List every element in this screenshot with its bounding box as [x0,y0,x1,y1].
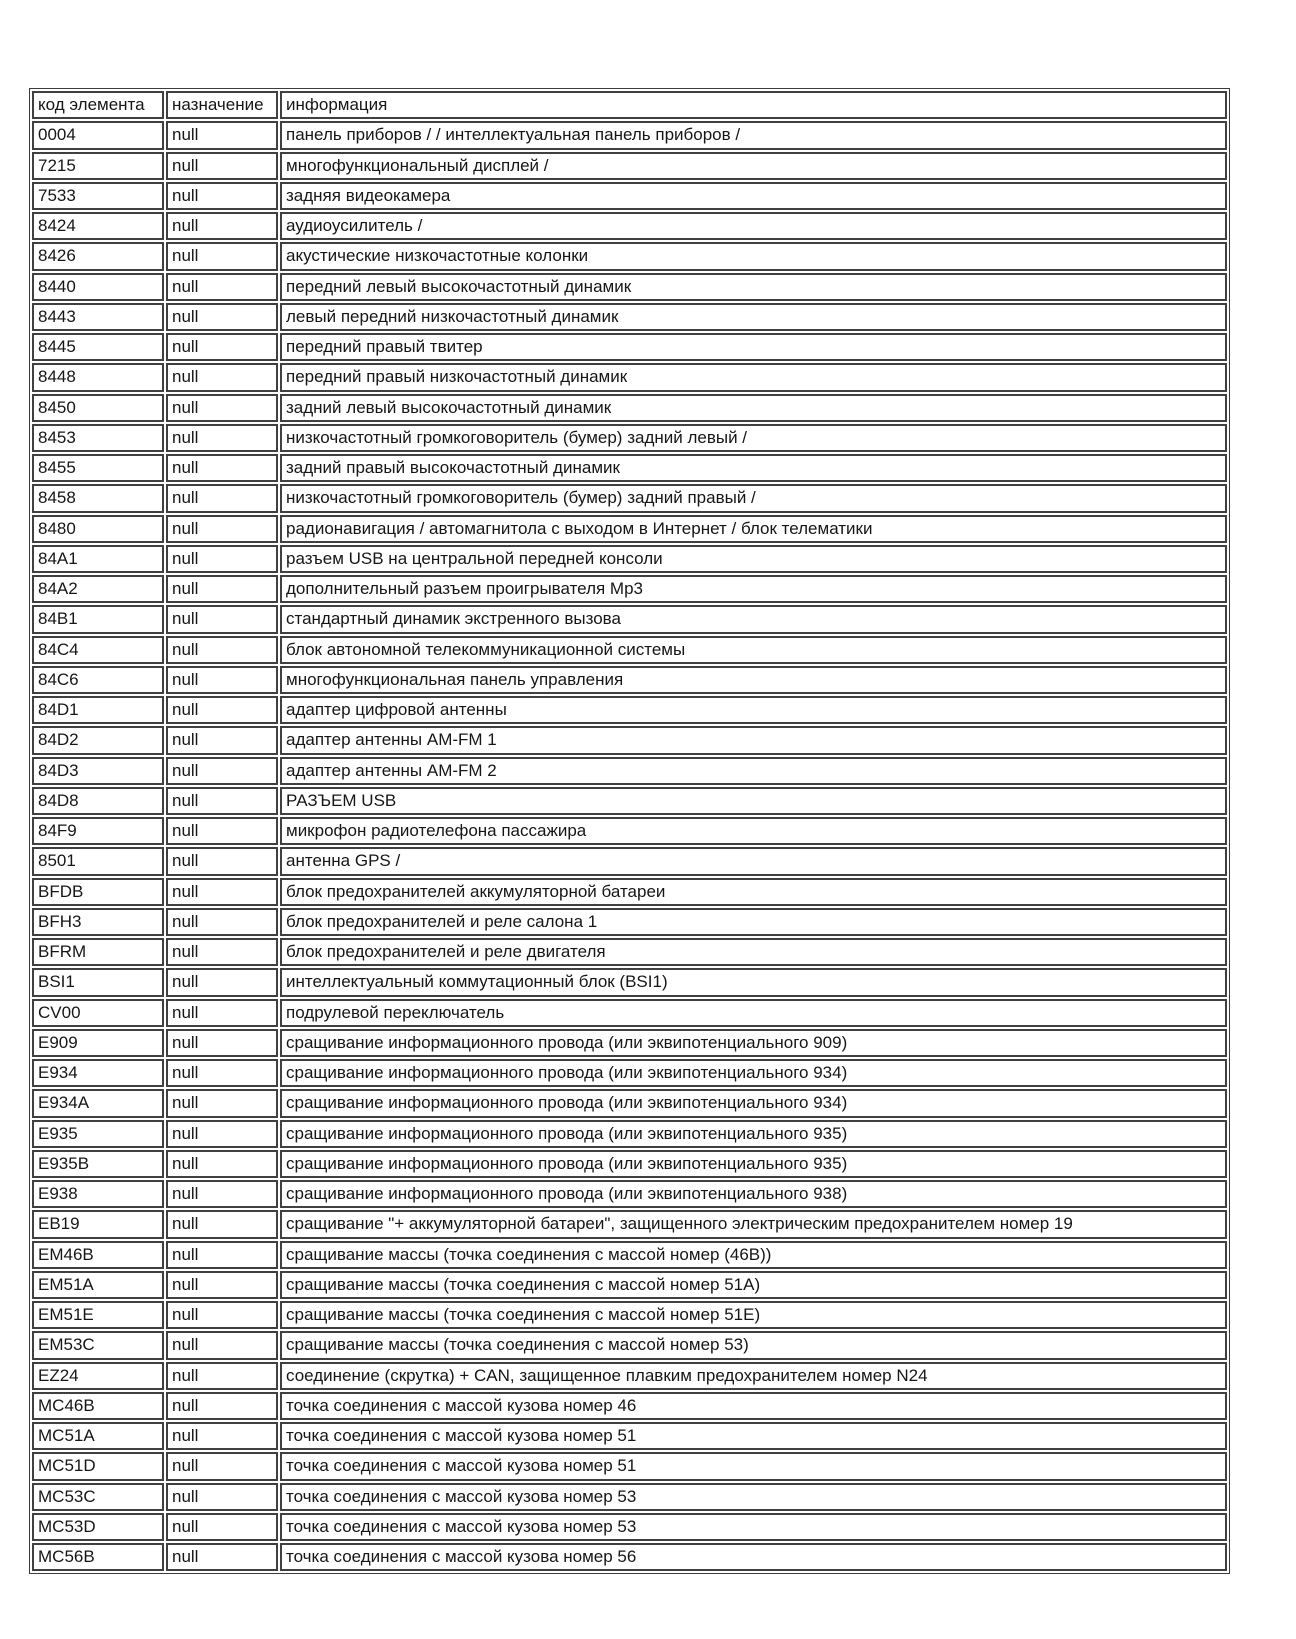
purpose-cell: null [166,1120,278,1148]
info-cell: адаптер цифровой антенны [280,696,1227,724]
info-cell: адаптер антенны AM-FM 1 [280,726,1227,754]
code-cell: E934A [32,1089,164,1117]
table-row [32,1543,1227,1571]
purpose-cell: null [166,1422,278,1450]
code-cell: 8453 [32,424,164,452]
info-cell: сращивание массы (точка соединения с массой номер 51A) [280,1271,1227,1299]
code-cell: 7533 [32,182,164,210]
table-row [32,515,1227,543]
info-cell: низкочастотный громкоговоритель (бумер) задний левый / [280,424,1227,452]
purpose-cell: null [166,1331,278,1359]
info-cell: сращивание массы (точка соединения с массой номер (46B)) [280,1241,1227,1269]
code-cell: 8480 [32,515,164,543]
info-cell: сращивание информационного провода (или эквипотенциального 938) [280,1180,1227,1208]
purpose-cell: null [166,242,278,270]
info-cell: интеллектуальный коммутационный блок (BSI1) [280,968,1227,996]
code-cell: 8448 [32,363,164,391]
code-cell: 84B1 [32,605,164,633]
purpose-cell: null [166,666,278,694]
info-cell: точка соединения с массой кузова номер 46 [280,1392,1227,1420]
table-row [32,1392,1227,1420]
purpose-cell: null [166,545,278,573]
table-row [32,273,1227,301]
table-row [32,1301,1227,1329]
table-row [32,1089,1227,1117]
code-cell: 84C4 [32,636,164,664]
info-cell: задняя видеокамера [280,182,1227,210]
code-cell: MC53D [32,1513,164,1541]
purpose-cell: null [166,1392,278,1420]
table-row [32,1483,1227,1511]
code-cell: EB19 [32,1210,164,1238]
table-row [32,847,1227,875]
info-cell: аудиоусилитель / [280,212,1227,240]
code-cell: 8443 [32,303,164,331]
table-row [32,1180,1227,1208]
table-body [32,121,1227,1571]
info-cell: подрулевой переключатель [280,999,1227,1027]
purpose-cell: null [166,605,278,633]
info-cell: разъем USB на центральной передней консоли [280,545,1227,573]
info-cell: передний правый низкочастотный динамик [280,363,1227,391]
table-row [32,878,1227,906]
code-cell: 8445 [32,333,164,361]
code-cell: E934 [32,1059,164,1087]
info-cell: адаптер антенны AM-FM 2 [280,757,1227,785]
purpose-cell: null [166,1089,278,1117]
purpose-cell: null [166,1241,278,1269]
info-cell: антенна GPS / [280,847,1227,875]
info-cell: задний правый высокочастотный динамик [280,454,1227,482]
table-row [32,454,1227,482]
info-cell: блок предохранителей и реле салона 1 [280,908,1227,936]
table-row [32,726,1227,754]
table-row [32,212,1227,240]
code-cell: 84D3 [32,757,164,785]
table-row [32,605,1227,633]
purpose-cell: null [166,847,278,875]
table-row [32,1513,1227,1541]
purpose-cell: null [166,121,278,149]
table-row [32,968,1227,996]
info-cell: сращивание информационного провода (или эквипотенциального 934) [280,1089,1227,1117]
info-cell: многофункциональный дисплей / [280,152,1227,180]
table-row [32,1452,1227,1480]
purpose-cell: null [166,333,278,361]
code-cell: 84A1 [32,545,164,573]
info-cell: блок предохранителей аккумуляторной батареи [280,878,1227,906]
info-cell: многофункциональная панель управления [280,666,1227,694]
header-row [32,91,1227,119]
column-header-code: код элемента [32,91,164,119]
code-cell: EM46B [32,1241,164,1269]
purpose-cell: null [166,424,278,452]
code-cell: MC53C [32,1483,164,1511]
table-row [32,363,1227,391]
code-cell: 8424 [32,212,164,240]
purpose-cell: null [166,1483,278,1511]
purpose-cell: null [166,1362,278,1390]
code-cell: BSI1 [32,968,164,996]
info-cell: блок автономной телекоммуникационной системы [280,636,1227,664]
purpose-cell: null [166,484,278,512]
table-row [32,484,1227,512]
info-cell: дополнительный разъем проигрывателя Мр3 [280,575,1227,603]
info-cell: передний правый твитер [280,333,1227,361]
table-row [32,1120,1227,1148]
table-row [32,1422,1227,1450]
purpose-cell: null [166,303,278,331]
code-cell: E935 [32,1120,164,1148]
code-cell: 8450 [32,394,164,422]
purpose-cell: null [166,968,278,996]
info-cell: панель приборов / / интеллектуальная панель приборов / [280,121,1227,149]
table-row [32,575,1227,603]
table-row [32,817,1227,845]
code-cell: 84D2 [32,726,164,754]
info-cell: соединение (скрутка) + CAN, защищенное плавким предохранителем номер N24 [280,1362,1227,1390]
info-cell: сращивание массы (точка соединения с массой номер 53) [280,1331,1227,1359]
info-cell: сращивание информационного провода (или эквипотенциального 935) [280,1120,1227,1148]
code-cell: EM51A [32,1271,164,1299]
info-cell: блок предохранителей и реле двигателя [280,938,1227,966]
purpose-cell: null [166,394,278,422]
table-row [32,1059,1227,1087]
purpose-cell: null [166,575,278,603]
info-cell: задний левый высокочастотный динамик [280,394,1227,422]
table-row [32,1210,1227,1238]
code-cell: BFDB [32,878,164,906]
code-cell: 84A2 [32,575,164,603]
code-cell: 84C6 [32,666,164,694]
table-row [32,242,1227,270]
table-row [32,1029,1227,1057]
code-cell: 84D8 [32,787,164,815]
code-cell: 8458 [32,484,164,512]
purpose-cell: null [166,1452,278,1480]
info-cell: микрофон радиотелефона пассажира [280,817,1227,845]
table-row [32,999,1227,1027]
code-cell: 7215 [32,152,164,180]
purpose-cell: null [166,1180,278,1208]
table-row [32,1362,1227,1390]
code-cell: 8455 [32,454,164,482]
purpose-cell: null [166,1210,278,1238]
code-cell: MC51D [32,1452,164,1480]
purpose-cell: null [166,999,278,1027]
code-cell: 8426 [32,242,164,270]
purpose-cell: null [166,1271,278,1299]
table-row [32,121,1227,149]
table-row [32,908,1227,936]
purpose-cell: null [166,1029,278,1057]
code-cell: 8501 [32,847,164,875]
table-row [32,757,1227,785]
table-row [32,303,1227,331]
code-cell: E909 [32,1029,164,1057]
table-row [32,424,1227,452]
purpose-cell: null [166,515,278,543]
table-row [32,1271,1227,1299]
info-cell: сращивание "+ аккумуляторной батареи", защищенного электрическим предохранителем номер 19 [280,1210,1227,1238]
code-cell: BFH3 [32,908,164,936]
purpose-cell: null [166,817,278,845]
purpose-cell: null [166,152,278,180]
purpose-cell: null [166,212,278,240]
purpose-cell: null [166,363,278,391]
table-row [32,938,1227,966]
info-cell: точка соединения с массой кузова номер 53 [280,1483,1227,1511]
code-cell: EM53C [32,1331,164,1359]
purpose-cell: null [166,1301,278,1329]
table-row [32,1331,1227,1359]
purpose-cell: null [166,273,278,301]
purpose-cell: null [166,182,278,210]
table-row [32,152,1227,180]
info-cell: низкочастотный громкоговоритель (бумер) задний правый / [280,484,1227,512]
purpose-cell: null [166,454,278,482]
code-cell: 0004 [32,121,164,149]
code-cell: 8440 [32,273,164,301]
info-cell: акустические низкочастотные колонки [280,242,1227,270]
code-cell: 84D1 [32,696,164,724]
info-cell: передний левый высокочастотный динамик [280,273,1227,301]
info-cell: левый передний низкочастотный динамик [280,303,1227,331]
info-cell: сращивание информационного провода (или эквипотенциального 935) [280,1150,1227,1178]
table-row [32,696,1227,724]
table-row [32,1150,1227,1178]
info-cell: стандартный динамик экстренного вызова [280,605,1227,633]
info-cell: РАЗЪЕМ USB [280,787,1227,815]
purpose-cell: null [166,1513,278,1541]
table-row [32,394,1227,422]
purpose-cell: null [166,878,278,906]
info-cell: радионавигация / автомагнитола с выходом в Интернет / блок телематики [280,515,1227,543]
purpose-cell: null [166,787,278,815]
table-row [32,636,1227,664]
table-row [32,1241,1227,1269]
table-row [32,666,1227,694]
code-cell: BFRM [32,938,164,966]
table-row [32,545,1227,573]
code-cell: EZ24 [32,1362,164,1390]
table-row [32,182,1227,210]
code-cell: E935B [32,1150,164,1178]
purpose-cell: null [166,1543,278,1571]
purpose-cell: null [166,696,278,724]
info-cell: точка соединения с массой кузова номер 56 [280,1543,1227,1571]
code-cell: E938 [32,1180,164,1208]
code-cell: MC51A [32,1422,164,1450]
code-cell: EM51E [32,1301,164,1329]
info-cell: сращивание массы (точка соединения с массой номер 51E) [280,1301,1227,1329]
table-row [32,787,1227,815]
column-header-purpose: назначение [166,91,278,119]
info-cell: точка соединения с массой кузова номер 51 [280,1452,1227,1480]
purpose-cell: null [166,1150,278,1178]
purpose-cell: null [166,757,278,785]
purpose-cell: null [166,1059,278,1087]
elements-table [29,88,1230,1574]
purpose-cell: null [166,938,278,966]
code-cell: CV00 [32,999,164,1027]
info-cell: точка соединения с массой кузова номер 51 [280,1422,1227,1450]
purpose-cell: null [166,726,278,754]
code-cell: 84F9 [32,817,164,845]
table-row [32,333,1227,361]
column-header-info: информация [280,91,1227,119]
code-cell: MC56B [32,1543,164,1571]
info-cell: сращивание информационного провода (или эквипотенциального 909) [280,1029,1227,1057]
info-cell: сращивание информационного провода (или эквипотенциального 934) [280,1059,1227,1087]
info-cell: точка соединения с массой кузова номер 53 [280,1513,1227,1541]
purpose-cell: null [166,636,278,664]
code-cell: MC46B [32,1392,164,1420]
purpose-cell: null [166,908,278,936]
